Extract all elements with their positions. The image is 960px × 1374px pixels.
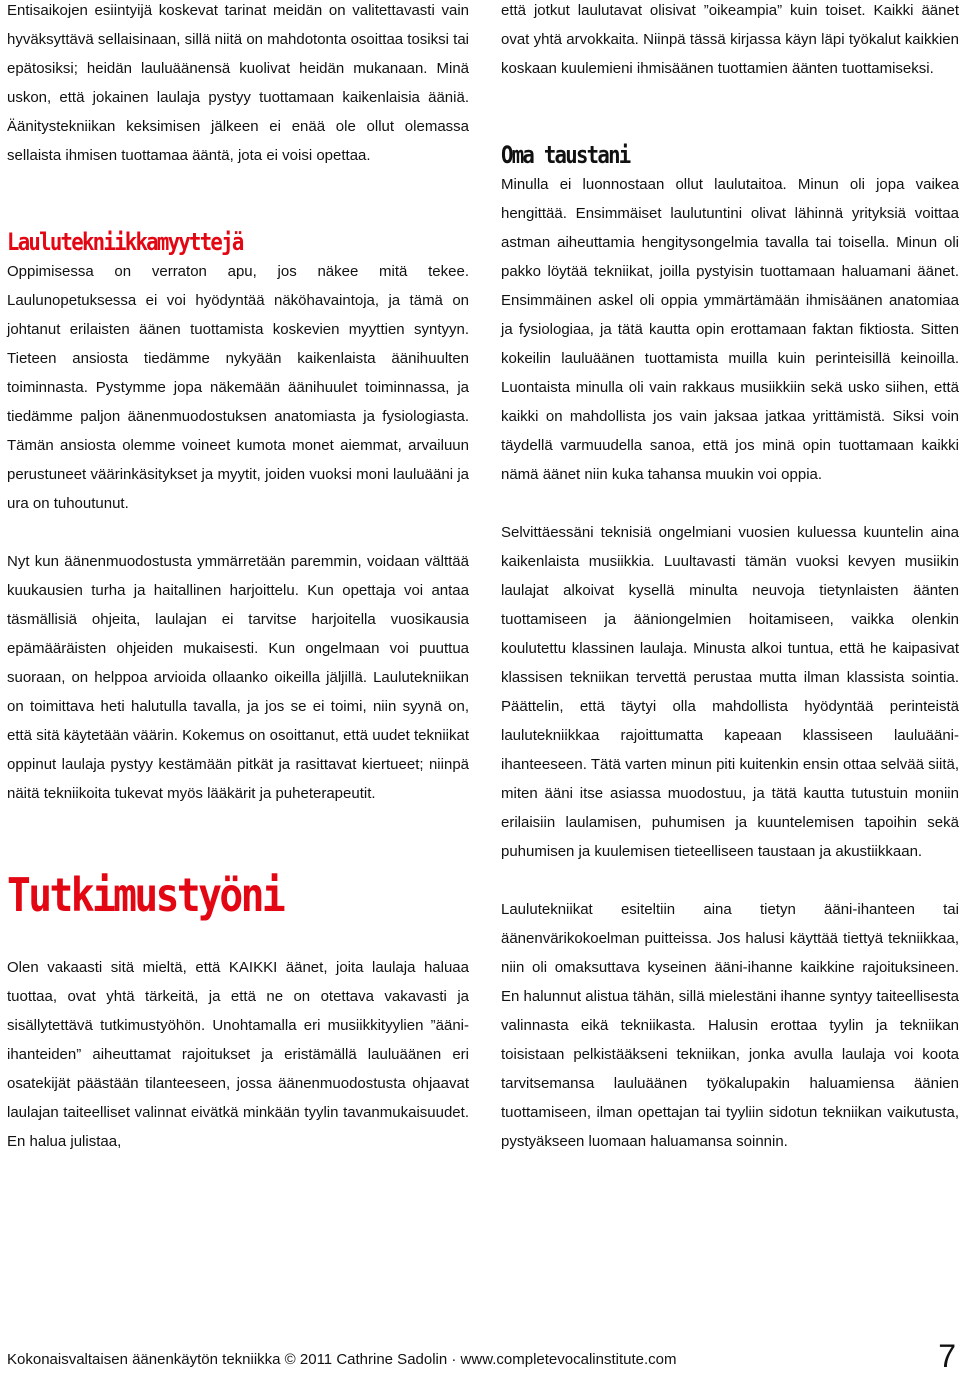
spacer <box>7 924 469 953</box>
spacer <box>501 866 959 895</box>
spacer <box>501 489 959 518</box>
myths-paragraph-2: Nyt kun äänenmuodostusta ymmärretään paremmin, voidaan välttää kuukausien turha ja haitallinen harjoittelu. Kun opettaja voi antaa täsmällisiä ohjeita, laulajan ei tarvitse harjoitella vuosikausia epämääräisten ohjeiden mukaisesti. Kun ongelmaan voi puuttua suoraan, on helppoa arvioida ollaanko oikeilla jäljillä. Laulutekniikan on toimittava heti halutulla tavalla, ja jos se ei toimi, niin syynä on, että sitä käytetään väärin. Kokemus on osoittanut, että uudet tekniikat oppinut laulaja pystyy kestämään pitkät ja rasittavat kiertueet; niinpä näitä tekniikoita tukevat myös lääkärit ja puheterapeutit. <box>7 553 469 802</box>
heading-myths: Laulutekniikkamyyttejä <box>7 228 243 256</box>
spacer <box>7 837 469 866</box>
research-paragraph: Olen vakaasti sitä mieltä, että KAIKKI äänet, joita laulaja haluaa tuottaa, ovat yhtä tärkeitä, ja että ne on otettava vakavasti ja sisällytettävä tutkimustyöhön. Unohtamalla eri musiikkityylien ”ääni-ihanteiden” aiheuttamat rajoitukset ja eristämällä lauluäänen eri osatekijät päästään tilanteeseen, jossa äänenmuodostusta ohjaavat laulajan taiteelliset valinnat eivätkä minkään tyylin tavanmukaisuudet. En halua julistaa, <box>7 959 469 1150</box>
footer-credit: Kokonaisvaltaisen äänenkäytön tekniikka © 2011 Cathrine Sadolin · www.completevocalinstitute.com <box>7 1351 677 1368</box>
background-paragraph-1: Minulla ei luonnostaan ollut laulutaitoa. Minun oli jopa vaikea hengittää. Ensimmäiset laulutuntini olivat lähinnä yrityksiä voittaa astman aiheuttamia hengitysongelmia tavalla tai toisella. Minun oli pakko löytää tekniikat, joilla pystyisin tuottamaan haluamani äänet. Ensimmäinen askel oli oppia ymmärtämään ihmisäänen anatomiaa ja fysiologiaa, ja tätä kautta opin erottamaan faktan fiktiosta. Sitten kokeilin lauluäänen tuottamista muilla kuin perinteisillä keinoilla. Luontaista minulla oli vain rakkaus musiikkiin sekä usko siihen, että kaikki on mahdollista jos vain jaksaa jatkaa yrittämistä. Siksi voin täydellä varmuudella sanoa, että jos minä opin tuottamaan kaikki nämä äänet niin kuka tahansa muukin voi oppia. <box>501 176 959 483</box>
heading-background: Oma taustani <box>501 141 630 169</box>
spacer <box>7 170 469 199</box>
spacer <box>7 518 469 547</box>
spacer <box>7 199 469 228</box>
spacer <box>501 112 959 141</box>
background-paragraph-3: Laulutekniikat esiteltiin aina tietyn ääni-ihanteen tai äänenvärikokoelman puitteissa. Jos halusi käyttää tiettyä tekniikkaa, niin oli omaksuttava kyseinen ääni-ihanne kaikkine rajoituksineen. En halunnut alistua tähän, sillä mielestäni ihanne syntyy taiteellisesta valinnasta eikä tekniikasta. Halusin erottaa tyylin ja tekniikan toisistaan pelkistääkseni tekniikan, jonka avulla laulaja voi koota tarvitsemansa lauluäänen työkalupakin haluamiensa äänien tuottamiseen, ilman opettajan tai tyyliin sidotun tekniikan vaikutusta, pystyäkseen luomaan haluamansa soinnin. <box>501 901 959 1150</box>
page-number: 7 <box>938 1338 956 1374</box>
myths-paragraph-1: Oppimisessa on verraton apu, jos näkee mitä tekee. Laulunopetuksessa ei voi hyödyntää näköhavaintoja, ja tämä on johtanut erilaisten äänen tuottamista koskevien myyttien syntyyn. Tieteen ansiosta tiedämme nykyään kaikenlaista äänihuulten toiminnasta. Pystymme jopa näkemään äänihuulet toiminnassa, ja tiedämme paljon äänenmuodostuksen anatomiasta ja fysiologiasta. Tämän ansiosta olemme voineet kumota monet aiemmat, arvailuun perustuneet väärinkäsitykset ja myytit, joiden vuoksi moni lauluääni ja ura on tuhoutunut. <box>7 263 469 512</box>
right-column <box>501 0 959 1156</box>
research-continued-paragraph: että jotkut laulutavat olisivat ”oikeampia” kuin toiset. Kaikki äänet ovat yhtä arvokkaita. Niinpä tässä kirjassa käyn läpi työkalut kaikkien koskaan kuulemieni ihmisäänen tuottamien äänten tuottamiseksi. <box>501 2 959 77</box>
spacer <box>501 83 959 112</box>
left-column <box>7 0 469 1156</box>
intro-paragraph: Entisaikojen esiintyijä koskevat tarinat meidän on valitettavasti vain hyväksyttävä sellaisinaan, sillä niitä on mahdotonta osoittaa tosiksi tai epätosiksi; heidän lauluäänensä kuolivat heidän mukanaan. Minä uskon, että jokainen laulaja pystyy tuottamaan kaikenlaisia ääniä. Äänitystekniikan keksimisen jälkeen ei enää ole ollut olemassa sellaista ihmisen tuottamaa ääntä, jota ei voisi opettaa. <box>7 2 469 164</box>
background-paragraph-2: Selvittäessäni teknisiä ongelmiani vuosien kuluessa kuuntelin aina kaikenlaista musiikkia. Luultavasti tämän vuoksi kevyen musiikin laulajat alkoivat kysellä minulta neuvoja tietynlaisten äänten tuottamiseen ja ääniongelmien hoitamiseen, vaikka olenkin koulutettu klassinen laulaja. Minusta alkoi tuntua, että he kaipasivat klassisen tekniikan tervettä perustaa mutta ilman klassista sointia. Päättelin, että täytyi olla mahdollista hyödyntää perinteistä laulutekniikkaa rajoittumatta kapeaan klassiseen lauluääni-ihanteeseen. Tätä varten minun piti kuitenkin ensin ottaa selvää siitä, miten ääni itse asiassa muodostuu, ja tätä kautta tutustuin moniin erilaisiin laulamisen, puhumisen ja kuuntelemisen tapoihin sekä puhumisen ja kuulemisen tieteelliseen taustaan ja akustiikkaan. <box>501 524 959 860</box>
spacer <box>7 808 469 837</box>
heading-research: Tutkimustyöni <box>7 868 284 922</box>
